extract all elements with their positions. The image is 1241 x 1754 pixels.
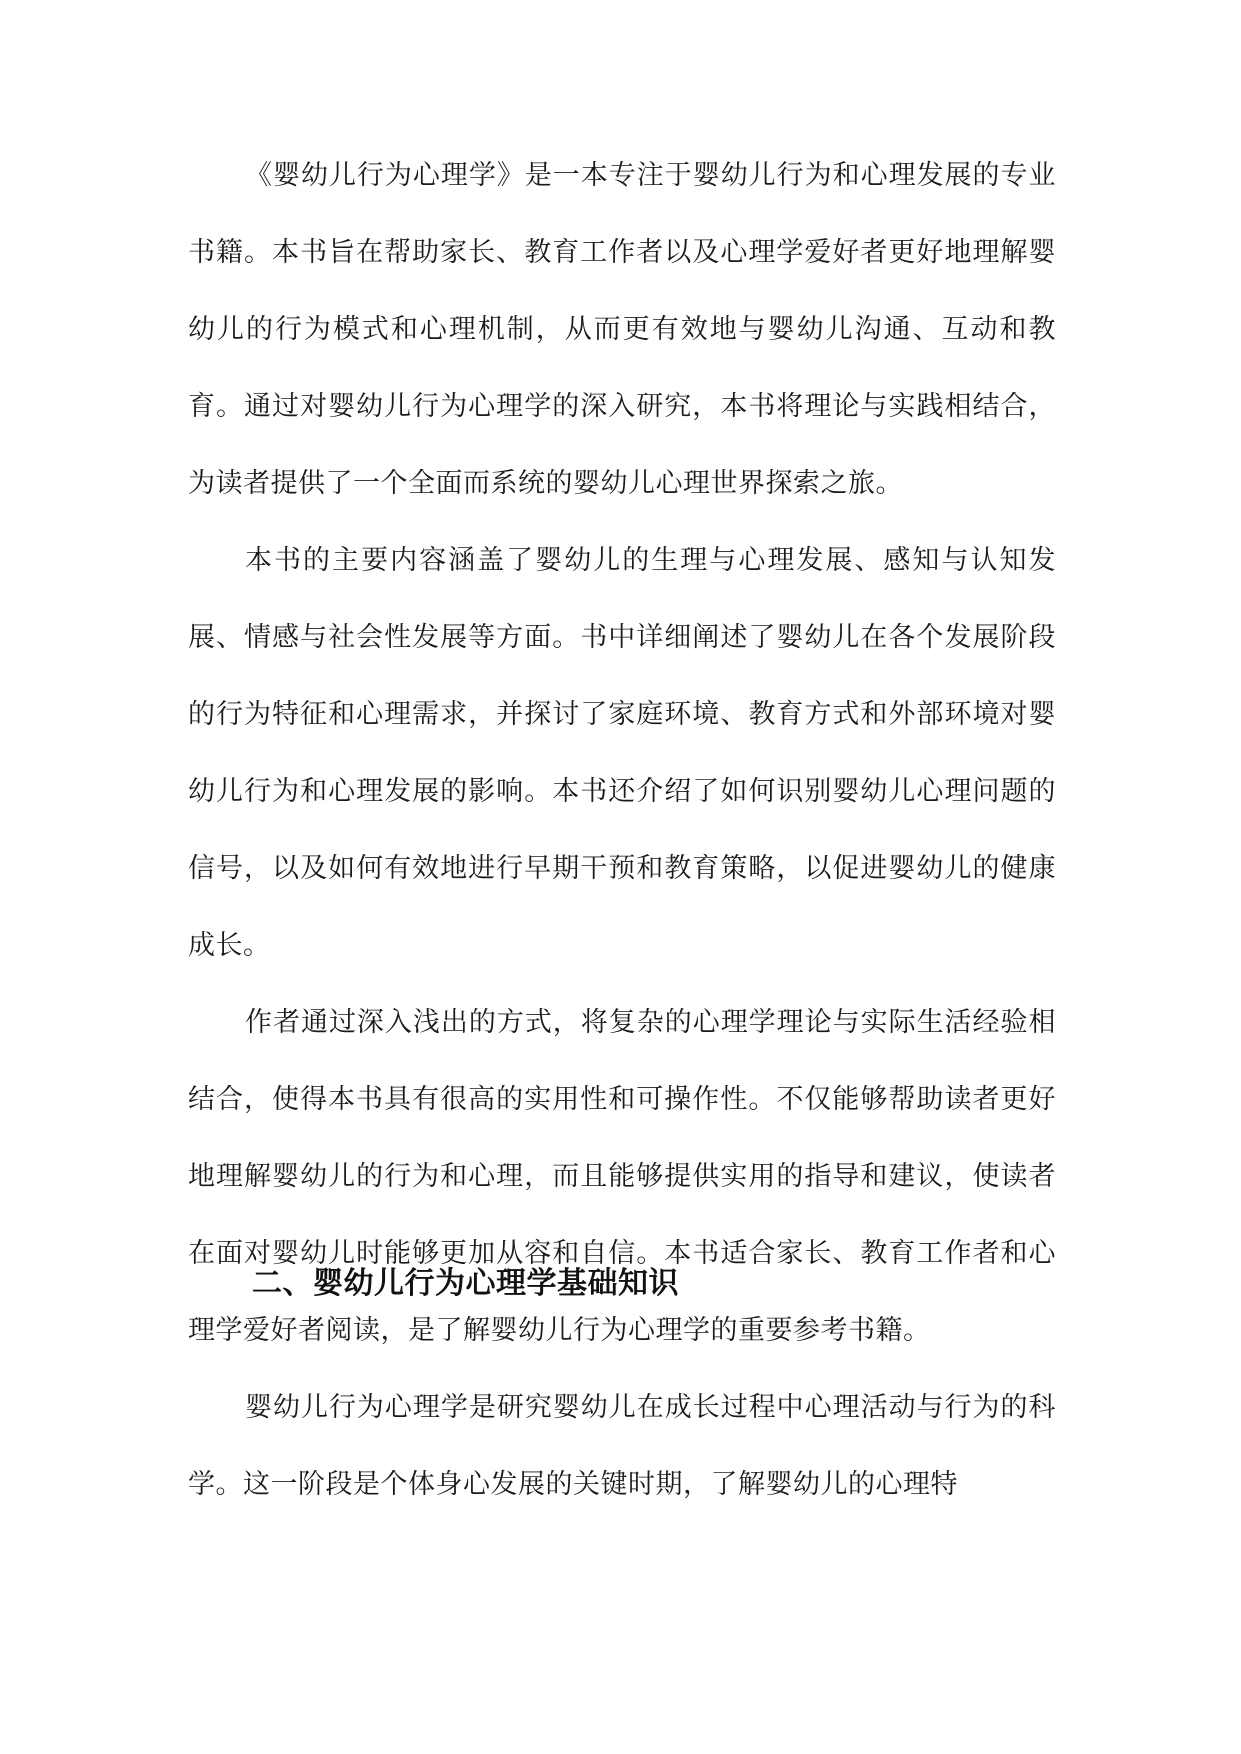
section-paragraph-1: 婴幼儿行为心理学是研究婴幼儿在成长过程中心理活动与行为的科学。这一阶段是个体身心发展的关键时期，了解婴幼儿的心理特	[188, 1392, 1056, 1500]
section-heading: 二、婴幼儿行为心理学基础知识	[252, 1266, 679, 1301]
intro-paragraph-2: 本书的主要内容涵盖了婴幼儿的生理与心理发展、感知与认知发展、情感与社会性发展等方面。书中详细阐述了婴幼儿在各个发展阶段的行为特征和心理需求，并探讨了家庭环境、教育方式和外部环境对婴幼儿行为和心理发展的影响。本书还介绍了如何识别婴幼儿心理问题的信号，以及如何有效地进行早期干预和教育策略，以促进婴幼儿的健康成长。	[188, 545, 1056, 961]
intro-paragraph-3: 作者通过深入浅出的方式，将复杂的心理学理论与实际生活经验相结合，使得本书具有很高的实用性和可操作性。不仅能够帮助读者更好地理解婴幼儿的行为和心理，而且能够提供实用的指导和建议，使读者在面对婴幼儿时能够更加从容和自信。本书适合家长、教育工作者和心理学爱好者阅读，是了解婴幼儿行为心理学的重要参考书籍。	[188, 1007, 1056, 1346]
intro-paragraph-1: 《婴幼儿行为心理学》是一本专注于婴幼儿行为和心理发展的专业书籍。本书旨在帮助家长、教育工作者以及心理学爱好者更好地理解婴幼儿的行为模式和心理机制，从而更有效地与婴幼儿沟通、互动和教育。通过对婴幼儿行为心理学的深入研究，本书将理论与实践相结合，为读者提供了一个全面而系统的婴幼儿心理世界探索之旅。	[188, 160, 1056, 499]
